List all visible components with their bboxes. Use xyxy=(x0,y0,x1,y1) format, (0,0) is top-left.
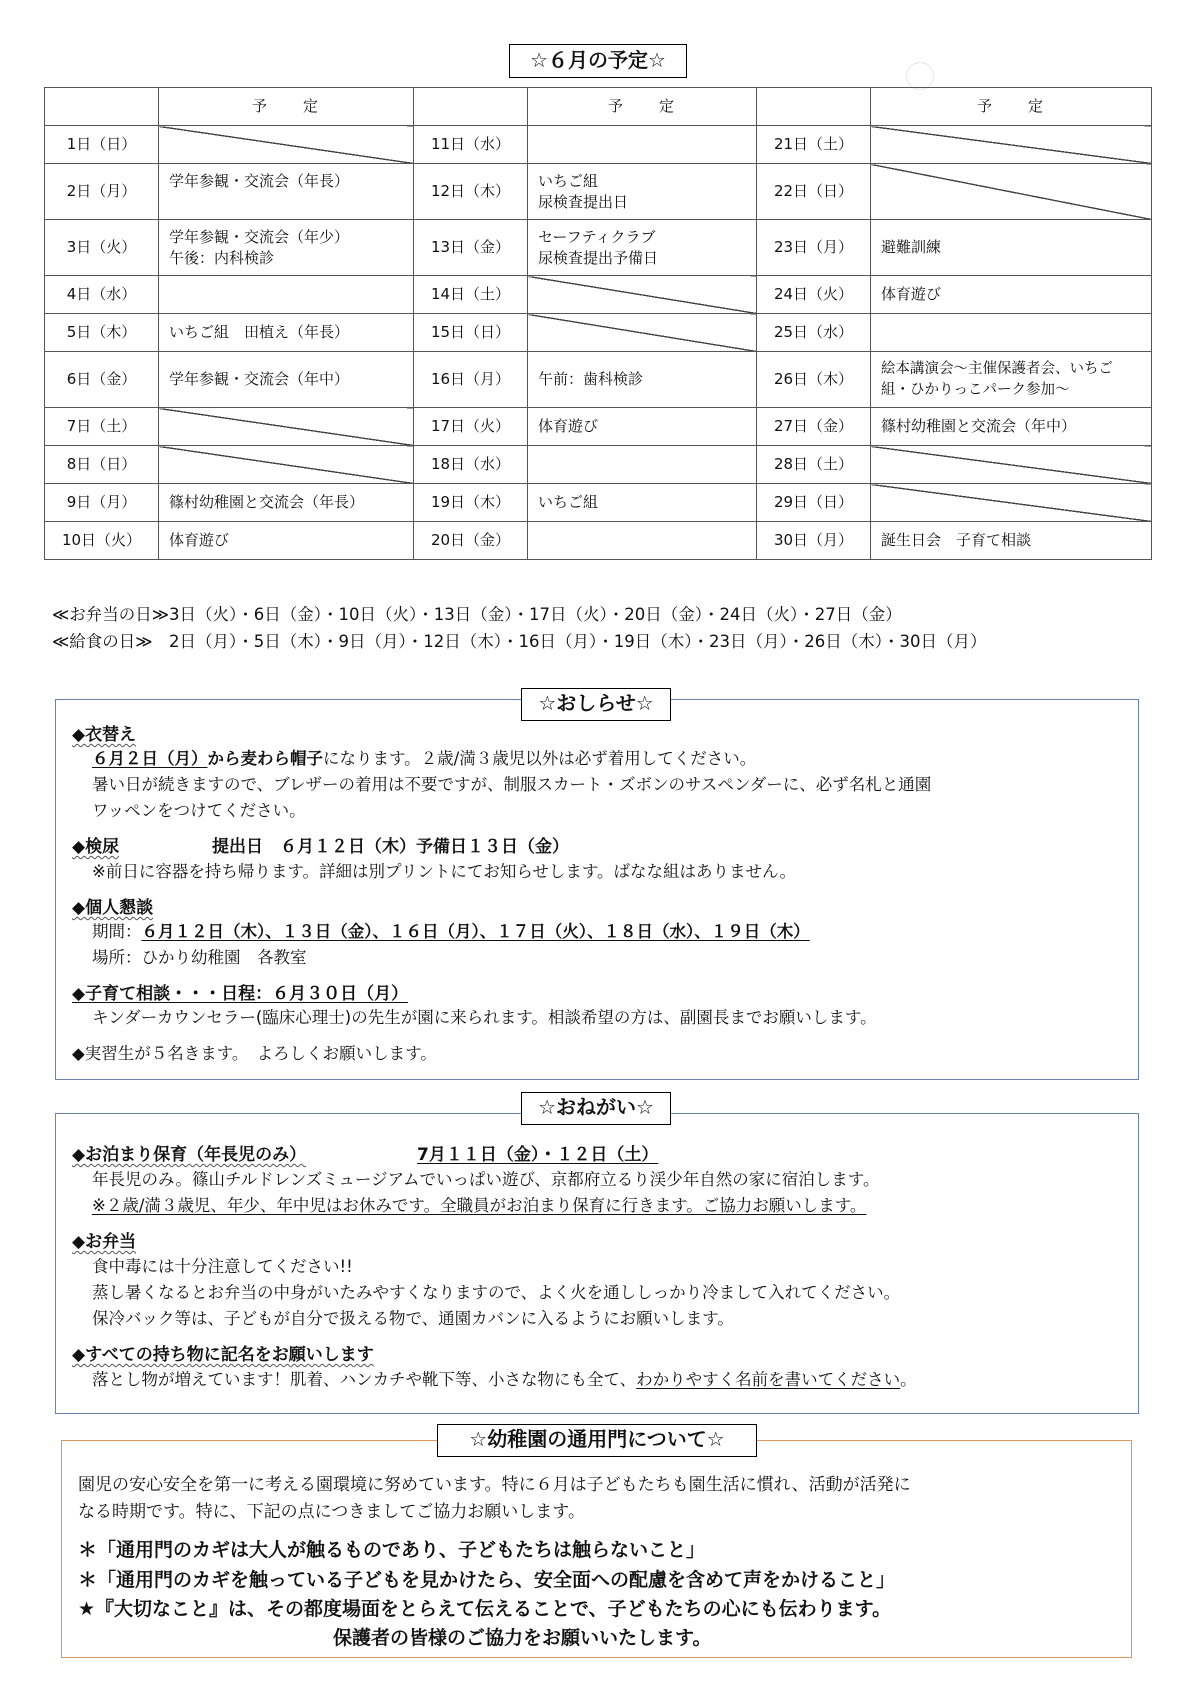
decorative-circle xyxy=(906,62,934,90)
otomari-dates: 7月１１日（金）・１２日（土） xyxy=(417,1145,659,1165)
kosodate-heading: ◆子育て相談・・・日程：６月３０日（月） xyxy=(72,984,409,1004)
gate-para-2: なる時期です。特に、下記の点につきましてご協力お願いします。 xyxy=(78,1502,585,1522)
schedule-row xyxy=(45,352,1152,408)
event-text: いちご組 xyxy=(538,171,599,190)
schedule-event xyxy=(159,220,414,276)
bento-line-2: 蒸し暑くなるとお弁当の中身がいたみやすくなりますので、よく火を通ししっかり冷まして入れてください。 xyxy=(92,1283,901,1302)
schedule-header-row xyxy=(45,88,1152,126)
schedule-cell-no-school xyxy=(159,408,414,446)
event-text: 学年参観・交流会（年少） xyxy=(169,227,350,246)
schedule-day: 28日（土） xyxy=(757,446,871,484)
schedule-event xyxy=(528,220,757,276)
schedule-cell-no-school xyxy=(528,276,757,314)
schedule-row xyxy=(45,126,1152,164)
schedule-event xyxy=(159,352,414,408)
schedule-row xyxy=(45,484,1152,522)
schedule-day: 10日（火） xyxy=(45,522,159,560)
schedule-event xyxy=(871,220,1152,276)
koromogae-line-2: 暑い日が続きますので、ブレザーの着用は不要ですが、制服スカート・ズボンのサスペンダーに、必ず名札と通園 xyxy=(92,775,932,794)
schedule-day: 14日（土） xyxy=(414,276,528,314)
gate-closing: 保護者の皆様のご協力をお願いいたします。 xyxy=(333,1627,712,1649)
schedule-event xyxy=(159,314,414,352)
event-text: 尿検査提出日 xyxy=(538,192,629,211)
header-day-col xyxy=(45,88,159,126)
event-text: 体育遊び xyxy=(881,285,942,303)
schedule-day: 21日（土） xyxy=(757,126,871,164)
event-text: 篠村幼稚園と交流会（年長） xyxy=(169,493,365,511)
schedule-cell-no-school xyxy=(159,126,414,164)
schedule-day: 18日（水） xyxy=(414,446,528,484)
event-text: 学年参観・交流会（年中） xyxy=(169,370,350,388)
event-text: 誕生日会 子育て相談 xyxy=(881,531,1032,549)
schedule-row xyxy=(45,164,1152,220)
schedule-day: 23日（月） xyxy=(757,220,871,276)
event-text: 体育遊び xyxy=(169,531,230,549)
schedule-day: 22日（日） xyxy=(757,164,871,220)
schedule-day: 25日（水） xyxy=(757,314,871,352)
bento-line-3: 保冷バック等は、子どもが自分で扱える物で、通園カバンに入るようにお願いします。 xyxy=(92,1309,734,1328)
oshirase-title: ☆おしらせ☆ xyxy=(521,688,671,721)
event-text xyxy=(169,192,403,213)
schedule-cell-no-school xyxy=(871,126,1152,164)
event-text: 尿検査提出予備日 xyxy=(538,248,659,267)
schedule-event xyxy=(528,164,757,220)
kennyo-note: ※前日に容器を持ち帰ります。詳細は別プリントにてお知らせします。ばなな組はありません。 xyxy=(92,862,797,881)
schedule-day: 1日（日） xyxy=(45,126,159,164)
schedule-day: 7日（土） xyxy=(45,408,159,446)
schedule-row xyxy=(45,314,1152,352)
bento-heading: ◆お弁当 xyxy=(72,1232,137,1252)
schedule-day: 26日（木） xyxy=(757,352,871,408)
koromogae-line-1: ６月２日（月）から麦わら帽子になります。２歳/満３歳児以外は必ず着用してください。 xyxy=(92,749,757,768)
gate-bullet-2: ＊「通用門のカギを触っている子どもを見かけたら、安全面への配慮を含めて声をかけること」 xyxy=(78,1569,896,1591)
bento-line-1: 食中毒には十分注意してください!! xyxy=(92,1257,353,1276)
header-day-col xyxy=(414,88,528,126)
schedule-row xyxy=(45,276,1152,314)
schedule-row xyxy=(45,522,1152,560)
event-text: 学年参観・交流会（年長） xyxy=(169,171,350,190)
schedule-event xyxy=(528,126,757,164)
event-text: いちご組 xyxy=(538,493,599,511)
kojin-place: 場所：ひかり幼稚園 各教室 xyxy=(92,948,307,967)
schedule-row xyxy=(45,408,1152,446)
schedule-day: 13日（金） xyxy=(414,220,528,276)
event-text: いちご組 田植え（年長） xyxy=(169,323,350,341)
schedule-event xyxy=(871,522,1152,560)
schedule-table xyxy=(44,87,1152,560)
event-text: 篠村幼稚園と交流会（年中） xyxy=(881,417,1077,435)
koromogae-line-3: ワッペンをつけてください。 xyxy=(92,801,306,820)
schedule-day: 16日（月） xyxy=(414,352,528,408)
schedule-event xyxy=(528,446,757,484)
page-title: ☆６月の予定☆ xyxy=(509,44,687,78)
schedule-row xyxy=(45,220,1152,276)
otomari-heading: ◆お泊まり保育（年長児のみ） xyxy=(72,1145,307,1165)
kimei-line-1: 落とし物が増えています！肌着、ハンカチや靴下等、小さな物にも全て、わかりやすく名前を書いてください。 xyxy=(92,1370,917,1389)
schedule-row xyxy=(45,446,1152,484)
schedule-day: 17日（火） xyxy=(414,408,528,446)
schedule-cell-no-school xyxy=(528,314,757,352)
header-plan-col: 予 定 xyxy=(871,88,1152,126)
kosodate-note: キンダーカウンセラー(臨床心理士)の先生が園に来られます。相談希望の方は、副園長までお願いします。 xyxy=(92,1008,877,1027)
kojin-period: 期間：６月１２日（木）、１３日（金）、１６日（月）、１７日（火）、１８日（水）、１９日（木） xyxy=(92,922,810,941)
schedule-event xyxy=(528,352,757,408)
jisshu-line: ◆実習生が５名きます。 よろしくお願いします。 xyxy=(72,1044,437,1063)
schedule-event xyxy=(159,522,414,560)
kennyo-dates: 提出日 ６月１２日（木）予備日１３日（金） xyxy=(212,837,569,857)
kimei-heading: ◆すべての持ち物に記名をお願いします xyxy=(72,1345,374,1365)
event-text: 午前：歯科検診 xyxy=(538,370,644,388)
schedule-day: 24日（火） xyxy=(757,276,871,314)
schedule-day: 3日（火） xyxy=(45,220,159,276)
gate-bullet-1: ＊「通用門のカギは大人が触るものであり、子どもたちは触らないこと」 xyxy=(78,1539,706,1561)
schedule-event xyxy=(871,352,1152,408)
schedule-cell-no-school xyxy=(871,446,1152,484)
schedule-event xyxy=(528,408,757,446)
schedule-day: 30日（月） xyxy=(757,522,871,560)
gate-bullet-3: ★『大切なこと』は、その都度場面をとらえて伝えることで、子どもたちの心にも伝わります。 xyxy=(78,1598,892,1620)
schedule-event xyxy=(871,276,1152,314)
schedule-day: 6日（金） xyxy=(45,352,159,408)
event-text: 避難訓練 xyxy=(881,238,942,256)
schedule-day: 15日（日） xyxy=(414,314,528,352)
otomari-line-1: 年長児のみ。篠山チルドレンズミュージアムでいっぱい遊び、京都府立るり渓少年自然の家に宿泊します。 xyxy=(92,1170,880,1189)
gate-para-1: 園児の安心安全を第一に考える園環境に努めています。特に６月は子どもたちも園生活に慣れ、活動が活発に xyxy=(78,1475,911,1495)
lunch-days xyxy=(52,601,987,655)
event-text: セーフティクラブ xyxy=(538,227,656,246)
schedule-event xyxy=(528,484,757,522)
schedule-day: 9日（月） xyxy=(45,484,159,522)
bento-days-line: ≪お弁当の日≫3日（火）・6日（金）・10日（火）・13日（金）・17日（火）・20日（金）・24日（火）・27日（金） xyxy=(52,605,902,624)
kennyo-heading: ◆検尿 xyxy=(72,837,120,857)
schedule-cell-no-school xyxy=(159,446,414,484)
schedule-cell-no-school xyxy=(871,164,1152,220)
otomari-line-2: ※２歳/満３歳児、年少、年中児はお休みです。全職員がお泊まり保育に行きます。ご協力お願いします。 xyxy=(92,1196,867,1215)
gate-title: ☆幼稚園の通用門について☆ xyxy=(437,1424,757,1457)
schedule-day: 12日（木） xyxy=(414,164,528,220)
header-day-col xyxy=(757,88,871,126)
event-text: 絵本講演会～主催保護者会、いちご xyxy=(881,360,1113,377)
schedule-event xyxy=(159,276,414,314)
header-plan-col: 予 定 xyxy=(159,88,414,126)
schedule-day: 5日（木） xyxy=(45,314,159,352)
event-text: 午後：内科検診 xyxy=(169,248,275,267)
schedule-day: 11日（水） xyxy=(414,126,528,164)
event-text: 組・ひかりっこパーク参加～ xyxy=(881,381,1070,398)
schedule-cell-no-school xyxy=(871,484,1152,522)
schedule-event xyxy=(159,164,414,220)
event-text: 体育遊び xyxy=(538,417,599,435)
schedule-day: 2日（月） xyxy=(45,164,159,220)
onegai-title: ☆おねがい☆ xyxy=(521,1092,671,1125)
schedule-day: 27日（金） xyxy=(757,408,871,446)
header-plan-col: 予 定 xyxy=(528,88,757,126)
schedule-day: 19日（木） xyxy=(414,484,528,522)
schedule-event xyxy=(871,408,1152,446)
schedule-event xyxy=(159,484,414,522)
kyushoku-days-line: ≪給食の日≫ 2日（月）・5日（木）・9日（月）・12日（木）・16日（月）・19日（木）・23日（月）・26日（木）・30日（月） xyxy=(52,632,987,651)
schedule-day: 29日（日） xyxy=(757,484,871,522)
kojin-heading: ◆個人懇談 xyxy=(72,898,154,918)
schedule-event xyxy=(528,522,757,560)
koromogae-heading: ◆衣替え xyxy=(72,725,137,745)
schedule-day: 8日（日） xyxy=(45,446,159,484)
schedule-day: 20日（金） xyxy=(414,522,528,560)
schedule-event xyxy=(871,314,1152,352)
schedule-day: 4日（水） xyxy=(45,276,159,314)
